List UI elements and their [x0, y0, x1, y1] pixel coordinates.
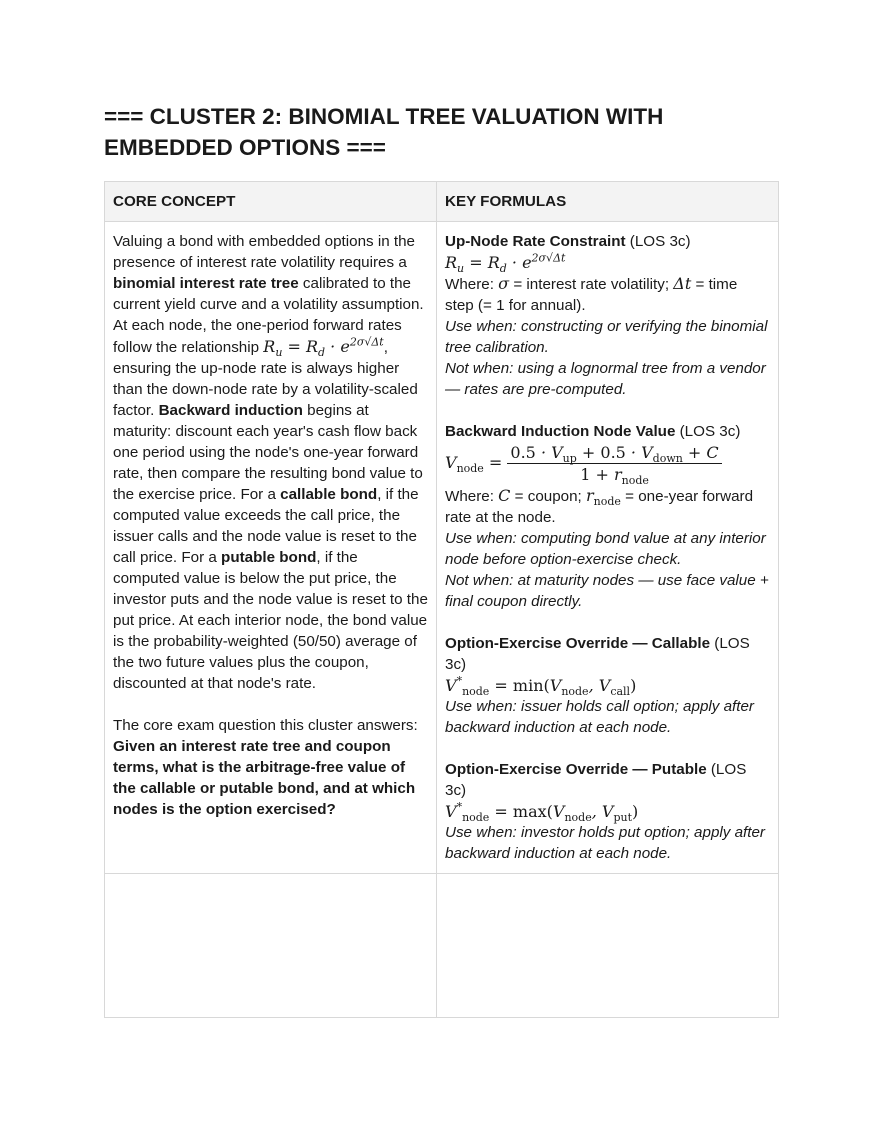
concept-formula-table	[104, 181, 779, 1018]
formula-block-backward-induction	[445, 421, 770, 612]
concept-text: calibrated to the current yield curve and a volatility assumption. At each node, the one-period forward rates follow the relationship	[113, 275, 424, 356]
table-row	[105, 222, 779, 874]
concept-text: , if the computed value exceeds the call price, the issuer calls and the node value is reset to the call price. For a	[113, 486, 419, 566]
formula-equation: $V^*_{node} = \max(V_{node}$, $V_{put}$)	[445, 800, 639, 825]
concept-text: The core exam question this cluster answers:	[113, 717, 418, 734]
formula-los: (LOS 3c)	[625, 233, 691, 250]
concept-text: , ensuring the up-node rate is always higher than the down-node rate by a volatility-scaled factor.	[113, 339, 418, 419]
concept-paragraph	[113, 231, 428, 694]
formula-use-when: Use when: issuer holds call option; apply after backward induction at each node.	[445, 698, 754, 736]
formula-name: Backward Induction Node Value	[445, 423, 676, 440]
key-formulas-cell	[437, 222, 779, 874]
formula-block-callable-override	[445, 633, 770, 738]
inline-rate-formula: $R_u = R_d \cdot e^{2\sigma√\Delta t}$	[263, 335, 384, 360]
concept-text: , if the computed value is below the put price, the investor puts and the node value is reset to the put price. At each interior node, the bond value is the probability-weighted (50/50) average of the two future values plus the coupon, discounted at that node's rate.	[113, 549, 428, 692]
concept-bold-term: putable bond	[221, 549, 317, 566]
formula-where: Where: σ = interest rate volatility; Δt = time step (= 1 for annual).	[445, 274, 738, 314]
formula-equation: $V^*_{node} = \min(V_{node}$, $V_{call}$)	[445, 674, 637, 699]
concept-text: begins at maturity: discount each year's cash flow back one period using the node's one-year forward rate, then compare the resulting bond value to the exercise price. For a	[113, 402, 423, 503]
formula-where: Where: C = coupon; $r_{node}$ = one-year forward rate at the node.	[445, 486, 754, 526]
table-header-row	[105, 182, 779, 222]
formula-use-when: Use when: constructing or verifying the binomial tree calibration.	[445, 318, 768, 356]
formula-use-when: Use when: investor holds put option; apply after backward induction at each node.	[445, 824, 765, 862]
page-title: === CLUSTER 2: BINOMIAL TREE VALUATION WITH EMBEDDED OPTIONS ===	[104, 104, 664, 160]
empty-table-row	[105, 874, 779, 1018]
concept-bold-term: Backward induction	[158, 402, 303, 419]
formula-use-when: Use when: computing bond value at any interior node before option-exercise check.	[445, 530, 766, 568]
formula-not-when: Not when: at maturity nodes — use face value + final coupon directly.	[445, 572, 769, 610]
formula-equation: $R_u = R_d \cdot e^{2\sigma√\Delta t}$	[445, 251, 566, 276]
formula-not-when: Not when: using a lognormal tree from a vendor — rates are pre-computed.	[445, 360, 766, 398]
formula-los: (LOS 3c)	[675, 423, 741, 440]
formula-los: (LOS 3c)	[445, 761, 747, 799]
formula-los: (LOS 3c)	[445, 635, 750, 673]
concept-bold-term: callable bond	[280, 486, 378, 503]
core-exam-question: Given an interest rate tree and coupon terms, what is the arbitrage-free value of the callable or putable bond, and at which nodes is the option exercised?	[113, 738, 416, 818]
formula-equation: $V_{node}$ = $\frac{0.5 \cdot V_{up} + 0.5 \cdot V_{down} + C}{1 + r_{node}}$	[445, 442, 770, 485]
formula-name: Up-Node Rate Constraint	[445, 233, 626, 250]
core-concept-cell	[105, 222, 437, 874]
formula-block-putable-override	[445, 759, 770, 864]
concept-question-paragraph	[113, 715, 428, 820]
concept-text: Valuing a bond with embedded options in the presence of interest rate volatility requires a	[113, 233, 415, 271]
empty-cell	[437, 874, 779, 1018]
header-core-concept: CORE CONCEPT	[105, 182, 437, 222]
formula-name: Option-Exercise Override — Putable	[445, 761, 707, 778]
header-key-formulas: KEY FORMULAS	[437, 182, 779, 222]
formula-block-up-node	[445, 231, 770, 400]
concept-bold-term: binomial interest rate tree	[113, 275, 299, 292]
formula-name: Option-Exercise Override — Callable	[445, 635, 711, 652]
empty-cell	[105, 874, 437, 1018]
